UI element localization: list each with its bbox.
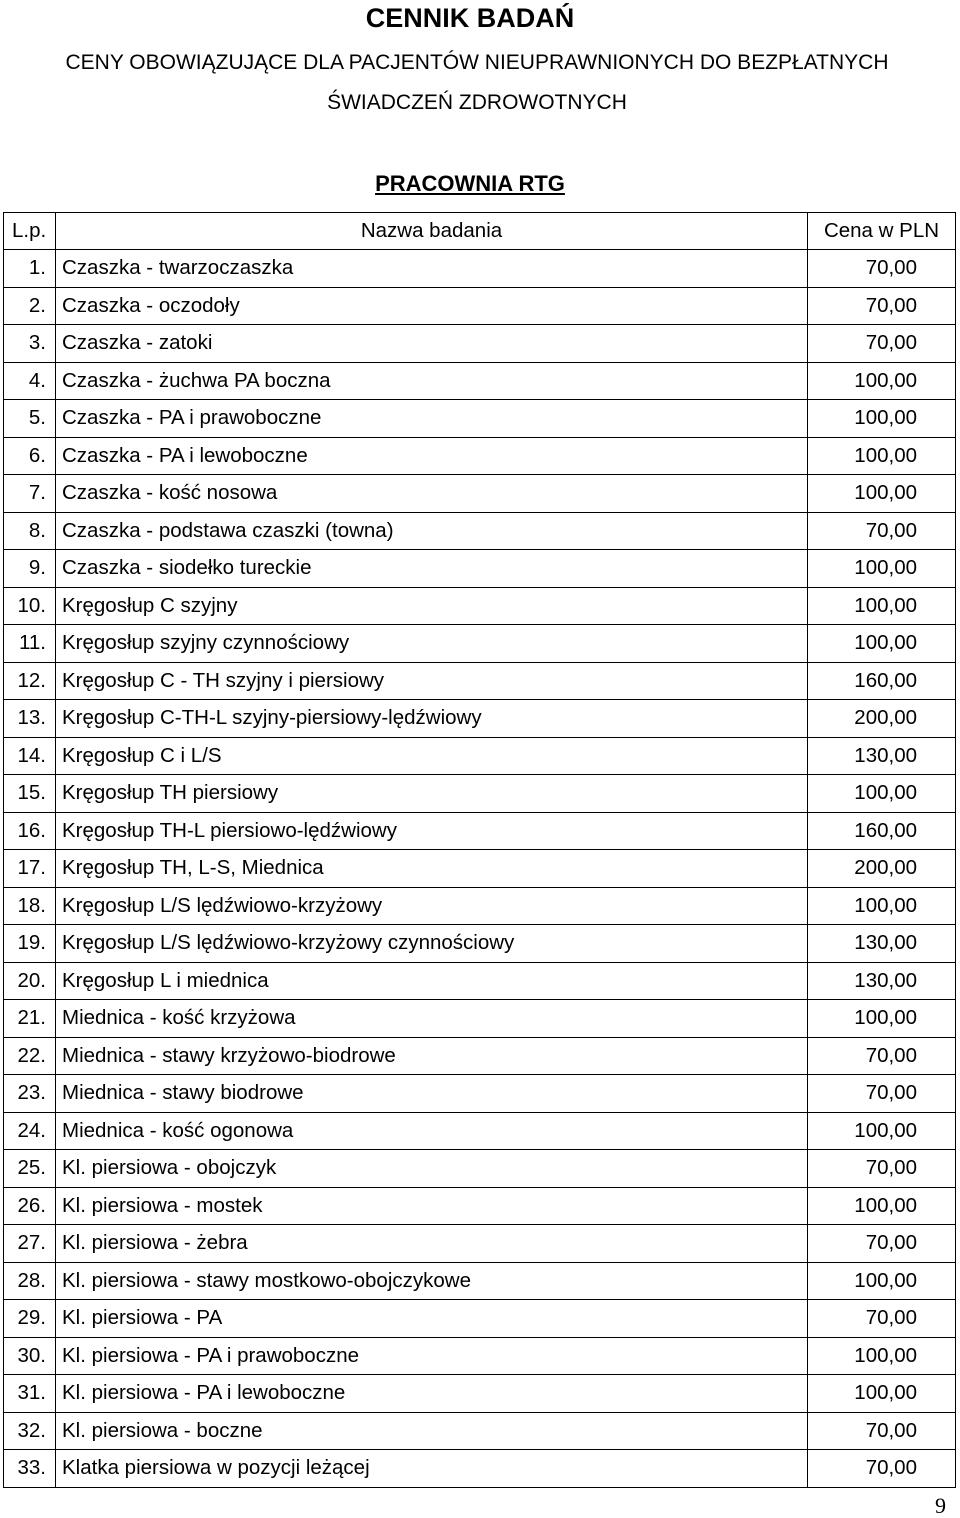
exam-name: Miednica - stawy biodrowe <box>56 1075 808 1113</box>
exam-name: Czaszka - podstawa czaszki (towna) <box>56 512 808 550</box>
row-number: 20. <box>4 962 56 1000</box>
exam-price: 160,00 <box>808 662 956 700</box>
table-row <box>4 1112 956 1150</box>
table-row <box>4 775 956 813</box>
table-row <box>4 737 956 775</box>
header-price: Cena w PLN <box>808 213 956 250</box>
exam-name: Czaszka - siodełko tureckie <box>56 550 808 588</box>
exam-price: 100,00 <box>808 1375 956 1413</box>
table-row <box>4 587 956 625</box>
row-number: 22. <box>4 1037 56 1075</box>
row-number: 19. <box>4 925 56 963</box>
row-number: 6. <box>4 437 56 475</box>
exam-name: Kl. piersiowa - stawy mostkowo-obojczykowe <box>56 1262 808 1300</box>
exam-name: Czaszka - twarzoczaszka <box>56 250 808 288</box>
table-row <box>4 475 956 513</box>
exam-name: Kręgosłup L/S lędźwiowo-krzyżowy <box>56 887 808 925</box>
row-number: 31. <box>4 1375 56 1413</box>
row-number: 24. <box>4 1112 56 1150</box>
page-number: 9 <box>935 1493 946 1518</box>
table-row <box>4 662 956 700</box>
exam-price: 100,00 <box>808 1000 956 1038</box>
exam-name: Kl. piersiowa - PA <box>56 1300 808 1338</box>
exam-name: Czaszka - PA i prawoboczne <box>56 400 808 438</box>
exam-price: 100,00 <box>808 1112 956 1150</box>
subtitle-line-1: CENY OBOWIĄZUJĄCE DLA PACJENTÓW NIEUPRAWNIONYCH DO BEZPŁATNYCH <box>65 51 889 74</box>
exam-price: 200,00 <box>808 700 956 738</box>
header-lp: L.p. <box>4 213 56 250</box>
exam-name: Kl. piersiowa - PA i prawoboczne <box>56 1337 808 1375</box>
row-number: 23. <box>4 1075 56 1113</box>
table-row <box>4 287 956 325</box>
exam-name: Kl. piersiowa - boczne <box>56 1412 808 1450</box>
exam-name: Kręgosłup C i L/S <box>56 737 808 775</box>
exam-price: 70,00 <box>808 1450 956 1488</box>
exam-price: 70,00 <box>808 1037 956 1075</box>
table-row <box>4 325 956 363</box>
row-number: 4. <box>4 362 56 400</box>
exam-name: Kręgosłup L i miednica <box>56 962 808 1000</box>
table-row <box>4 1000 956 1038</box>
table-row <box>4 1150 956 1188</box>
row-number: 33. <box>4 1450 56 1488</box>
exam-name: Kręgosłup szyjny czynnościowy <box>56 625 808 663</box>
row-number: 12. <box>4 662 56 700</box>
table-row <box>4 1225 956 1263</box>
row-number: 17. <box>4 850 56 888</box>
document-title: CENNIK BADAŃ <box>365 3 575 33</box>
exam-price: 70,00 <box>808 1225 956 1263</box>
row-number: 3. <box>4 325 56 363</box>
table-row <box>4 400 956 438</box>
table-row <box>4 1450 956 1488</box>
exam-price: 70,00 <box>808 1075 956 1113</box>
table-row <box>4 550 956 588</box>
exam-price: 100,00 <box>808 1187 956 1225</box>
exam-name: Kręgosłup L/S lędźwiowo-krzyżowy czynnościowy <box>56 925 808 963</box>
table-row <box>4 625 956 663</box>
exam-name: Kręgosłup C-TH-L szyjny-piersiowy-lędźwiowy <box>56 700 808 738</box>
exam-name: Kl. piersiowa - mostek <box>56 1187 808 1225</box>
row-number: 10. <box>4 587 56 625</box>
exam-price: 100,00 <box>808 587 956 625</box>
exam-price: 70,00 <box>808 287 956 325</box>
exam-name: Czaszka - żuchwa PA boczna <box>56 362 808 400</box>
row-number: 15. <box>4 775 56 813</box>
exam-price: 100,00 <box>808 362 956 400</box>
row-number: 18. <box>4 887 56 925</box>
exam-price: 130,00 <box>808 737 956 775</box>
exam-name: Miednica - kość ogonowa <box>56 1112 808 1150</box>
table-row <box>4 1412 956 1450</box>
row-number: 7. <box>4 475 56 513</box>
row-number: 29. <box>4 1300 56 1338</box>
row-number: 9. <box>4 550 56 588</box>
table-row <box>4 925 956 963</box>
row-number: 30. <box>4 1337 56 1375</box>
row-number: 5. <box>4 400 56 438</box>
exam-name: Czaszka - PA i lewoboczne <box>56 437 808 475</box>
exam-price: 130,00 <box>808 925 956 963</box>
price-table <box>3 212 956 1488</box>
exam-name: Kręgosłup TH, L-S, Miednica <box>56 850 808 888</box>
table-row <box>4 1075 956 1113</box>
exam-name: Kręgosłup C szyjny <box>56 587 808 625</box>
exam-price: 70,00 <box>808 250 956 288</box>
table-body <box>4 250 956 1488</box>
row-number: 26. <box>4 1187 56 1225</box>
exam-price: 100,00 <box>808 475 956 513</box>
exam-price: 160,00 <box>808 812 956 850</box>
exam-price: 100,00 <box>808 775 956 813</box>
table-header-row <box>4 213 956 250</box>
exam-price: 100,00 <box>808 1262 956 1300</box>
exam-price: 200,00 <box>808 850 956 888</box>
exam-name: Kręgosłup C - TH szyjny i piersiowy <box>56 662 808 700</box>
exam-price: 100,00 <box>808 437 956 475</box>
table-row <box>4 850 956 888</box>
table-row <box>4 962 956 1000</box>
row-number: 21. <box>4 1000 56 1038</box>
table-row <box>4 437 956 475</box>
row-number: 14. <box>4 737 56 775</box>
exam-price: 100,00 <box>808 1337 956 1375</box>
exam-name: Kl. piersiowa - żebra <box>56 1225 808 1263</box>
exam-name: Miednica - kość krzyżowa <box>56 1000 808 1038</box>
table-row <box>4 1187 956 1225</box>
table-row <box>4 362 956 400</box>
exam-price: 70,00 <box>808 512 956 550</box>
exam-name: Kl. piersiowa - obojczyk <box>56 1150 808 1188</box>
section-title: PRACOWNIA RTG <box>375 171 565 196</box>
table-row <box>4 1300 956 1338</box>
exam-price: 100,00 <box>808 550 956 588</box>
table-row <box>4 887 956 925</box>
exam-price: 130,00 <box>808 962 956 1000</box>
row-number: 11. <box>4 625 56 663</box>
table-row <box>4 812 956 850</box>
table-row <box>4 1262 956 1300</box>
row-number: 13. <box>4 700 56 738</box>
exam-price: 70,00 <box>808 1412 956 1450</box>
row-number: 1. <box>4 250 56 288</box>
row-number: 32. <box>4 1412 56 1450</box>
exam-price: 100,00 <box>808 400 956 438</box>
exam-price: 70,00 <box>808 325 956 363</box>
table-row <box>4 250 956 288</box>
header-name: Nazwa badania <box>56 213 808 250</box>
table-row <box>4 512 956 550</box>
subtitle-line-2: ŚWIADCZEŃ ZDROWOTNYCH <box>327 91 627 114</box>
exam-price: 100,00 <box>808 887 956 925</box>
row-number: 16. <box>4 812 56 850</box>
table-row <box>4 1037 956 1075</box>
row-number: 2. <box>4 287 56 325</box>
table-row <box>4 700 956 738</box>
exam-name: Miednica - stawy krzyżowo-biodrowe <box>56 1037 808 1075</box>
table-row <box>4 1337 956 1375</box>
exam-price: 100,00 <box>808 625 956 663</box>
exam-price: 70,00 <box>808 1300 956 1338</box>
row-number: 8. <box>4 512 56 550</box>
table-row <box>4 1375 956 1413</box>
exam-name: Klatka piersiowa w pozycji leżącej <box>56 1450 808 1488</box>
row-number: 25. <box>4 1150 56 1188</box>
row-number: 28. <box>4 1262 56 1300</box>
exam-price: 70,00 <box>808 1150 956 1188</box>
exam-name: Kręgosłup TH-L piersiowo-lędźwiowy <box>56 812 808 850</box>
row-number: 27. <box>4 1225 56 1263</box>
exam-name: Kręgosłup TH piersiowy <box>56 775 808 813</box>
exam-name: Czaszka - oczodoły <box>56 287 808 325</box>
exam-name: Czaszka - zatoki <box>56 325 808 363</box>
exam-name: Kl. piersiowa - PA i lewoboczne <box>56 1375 808 1413</box>
exam-name: Czaszka - kość nosowa <box>56 475 808 513</box>
